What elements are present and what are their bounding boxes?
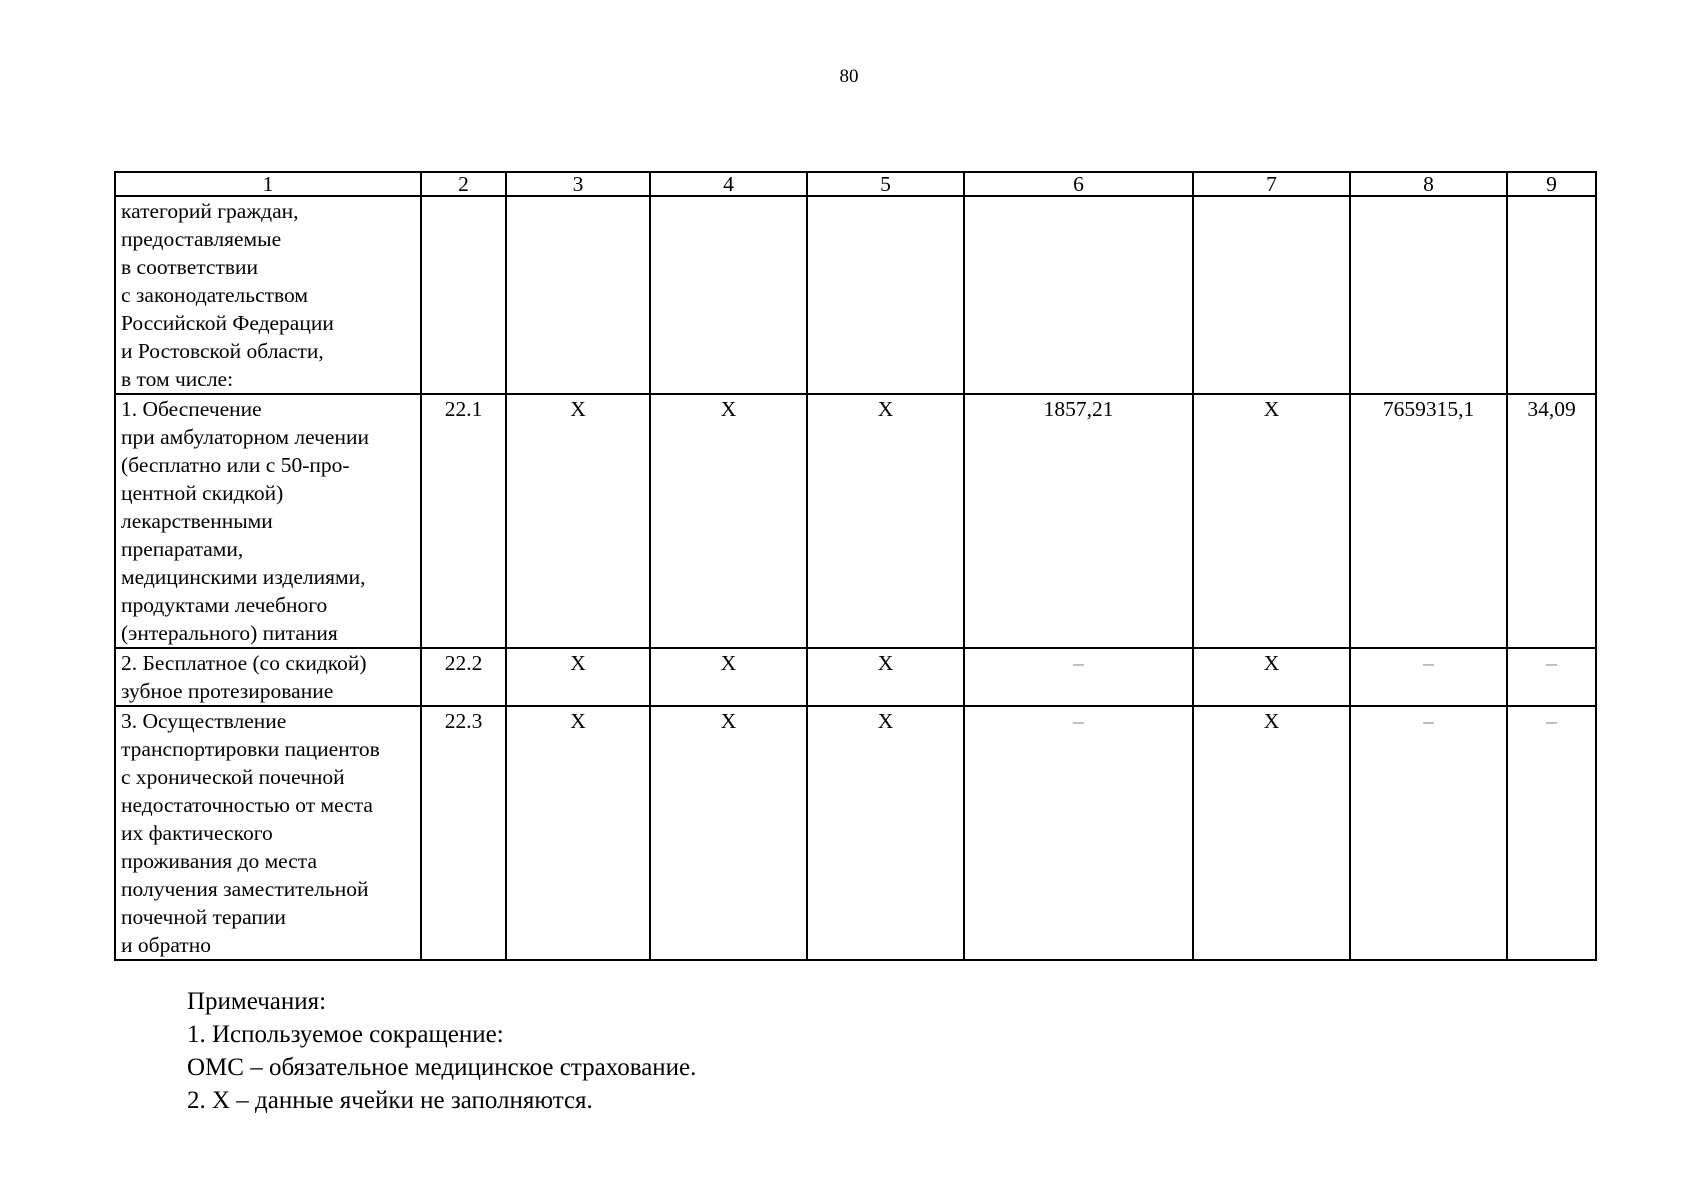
table-cell: X [650,648,807,706]
table-cell [650,196,807,394]
page-number: 80 [839,66,859,87]
table-cell [807,196,964,394]
data-table [114,171,1597,961]
table-header-row [115,172,1596,196]
notes-line: ОМС – обязательное медицинское страхование. [187,1054,697,1081]
row-label-cell: категорий граждан, предоставляемые в соответствии с законодательством Российской Федерации и Ростовской области, в том числе: [115,196,421,394]
header-cell-2: 2 [421,172,506,196]
header-cell-8: 8 [1350,172,1507,196]
table-cell [1193,196,1350,394]
table-cell: X [650,394,807,648]
table-cell [506,196,650,394]
header-cell-6: 6 [964,172,1193,196]
header-cell-3: 3 [506,172,650,196]
row-label-cell: 3. Осуществление транспортировки пациентов с хронической почечной недостаточностью от места их фактического проживания до места получения заместительной почечной терапии и обратно [115,706,421,960]
table-cell: X [807,706,964,960]
table-cell: X [807,648,964,706]
table-cell: 7659315,1 [1350,394,1507,648]
table-cell: 34,09 [1507,394,1596,648]
table-cell: 22.3 [421,706,506,960]
header-cell-4: 4 [650,172,807,196]
table-row [115,196,1596,394]
table-cell: X [506,394,650,648]
table-cell: X [506,648,650,706]
notes-line: 2. X – данные ячейки не заполняются. [187,1087,593,1114]
table-cell: – [1350,648,1507,706]
table-row [115,394,1596,648]
notes-block [187,985,696,1117]
table-cell: – [964,706,1193,960]
table-cell: – [1507,706,1596,960]
table-cell: 1857,21 [964,394,1193,648]
notes-title: Примечания: [187,988,327,1015]
header-cell-9: 9 [1507,172,1596,196]
row-label-cell: 2. Бесплатное (со скидкой) зубное протезирование [115,648,421,706]
table-cell: 22.1 [421,394,506,648]
table-row [115,706,1596,960]
header-cell-5: 5 [807,172,964,196]
table-cell: X [650,706,807,960]
table-cell [1507,196,1596,394]
table-cell [1350,196,1507,394]
table-cell: 22.2 [421,648,506,706]
table-cell [421,196,506,394]
table-cell: X [807,394,964,648]
table-row [115,648,1596,706]
table-cell: X [1193,648,1350,706]
header-cell-1: 1 [115,172,421,196]
table-cell: X [506,706,650,960]
table-cell [964,196,1193,394]
row-label-cell: 1. Обеспечение при амбулаторном лечении (бесплатно или с 50-про- центной скидкой) лекарственными препаратами, медицинскими изделиями, продуктами лечебного (энтерального) питания [115,394,421,648]
table-cell: – [964,648,1193,706]
table-cell: – [1350,706,1507,960]
notes-line: 1. Используемое сокращение: [187,1021,504,1048]
table-cell: – [1507,648,1596,706]
table-cell: X [1193,706,1350,960]
header-cell-7: 7 [1193,172,1350,196]
table-cell: X [1193,394,1350,648]
